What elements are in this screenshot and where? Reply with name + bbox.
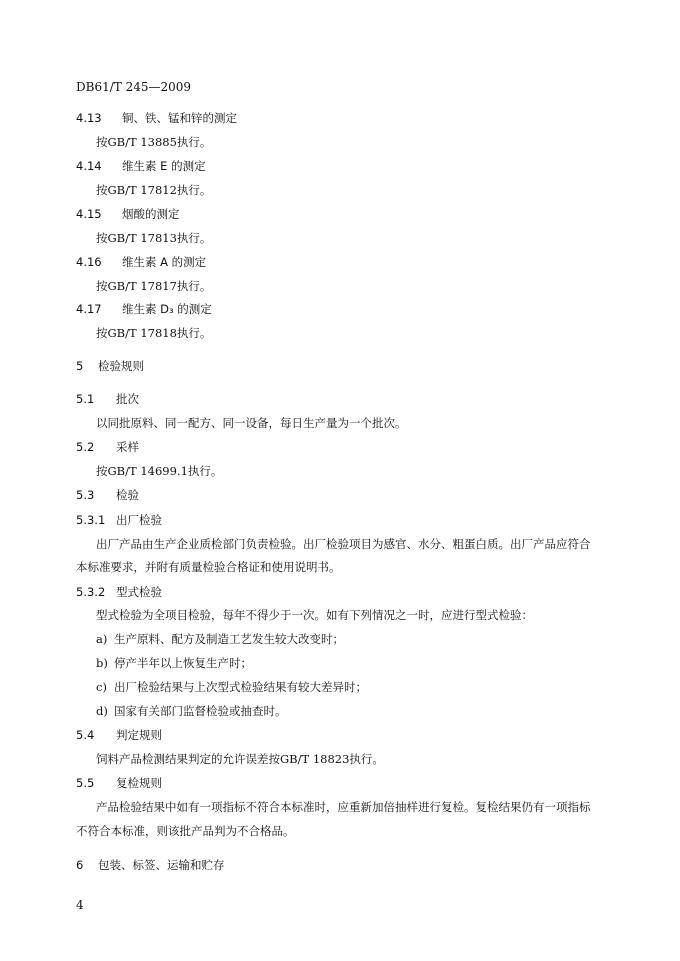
list-item-text: 生产原料、配方及制造工艺发生较大改变时；	[114, 632, 344, 646]
section-heading-5-5	[76, 775, 162, 791]
section-number: 5.3.2	[76, 585, 106, 599]
section-body-5-3-2: 型式检验为全项目检验，每年不得少于一次。如有下列情况之一时，应进行型式检验：	[96, 608, 533, 622]
section-title: 采样	[116, 440, 139, 454]
section-title: 判定规则	[116, 728, 162, 742]
section-number: 4.14	[76, 159, 102, 173]
section-number: 5.3.1	[76, 513, 106, 527]
section-body-5-3-1-line1: 出厂产品由生产企业质检部门负责检验。出厂检验项目为感官、水分、粗蛋白质。出厂产品应符合	[96, 537, 591, 551]
chapter-title: 包装、标签、运输和贮存	[98, 858, 225, 872]
list-item-c	[96, 679, 367, 695]
section-title: 型式检验	[116, 585, 162, 599]
list-marker: a)	[96, 632, 108, 646]
section-title: 检验	[116, 488, 139, 502]
list-marker: c)	[96, 680, 107, 694]
section-number: 5.1	[76, 392, 95, 406]
section-body-4-16: 按GB/T 17817执行。	[96, 279, 212, 293]
section-heading-4-14	[76, 158, 206, 174]
section-number: 4.16	[76, 255, 102, 269]
section-heading-4-16	[76, 254, 206, 270]
section-heading-5-4	[76, 727, 162, 743]
list-item-a	[96, 631, 344, 647]
section-title: 复检规则	[116, 776, 162, 790]
section-number: 5.3	[76, 488, 95, 502]
section-title: 维生素 E 的测定	[122, 159, 206, 173]
list-item-text: 停产半年以上恢复生产时；	[114, 656, 252, 670]
section-body-4-17: 按GB/T 17818执行。	[96, 326, 212, 340]
chapter-number: 6	[76, 858, 84, 872]
list-item-text: 出厂检验结果与上次型式检验结果有较大差异时；	[114, 680, 367, 694]
section-number: 5.4	[76, 728, 95, 742]
section-heading-4-17	[76, 301, 212, 317]
list-item-d	[96, 703, 287, 719]
section-title: 批次	[116, 392, 139, 406]
chapter-title: 检验规则	[98, 359, 144, 373]
section-title: 出厂检验	[116, 513, 162, 527]
section-number: 4.17	[76, 302, 102, 316]
standard-code: DB61/T 245—2009	[76, 80, 192, 94]
section-body-5-4: 饲料产品检测结果判定的允许误差按GB/T 18823执行。	[96, 752, 384, 766]
section-title: 维生素 D₃ 的测定	[122, 302, 212, 316]
list-marker: b)	[96, 656, 108, 670]
section-title: 烟酸的测定	[122, 207, 180, 221]
section-heading-5-3-1	[76, 512, 162, 528]
section-number: 4.13	[76, 111, 102, 125]
chapter-heading-5	[76, 358, 144, 374]
section-heading-5-3	[76, 487, 139, 503]
list-marker: d)	[96, 704, 108, 718]
section-title: 维生素 A 的测定	[122, 255, 207, 269]
section-body-5-5-line1: 产品检验结果中如有一项指标不符合本标准时，应重新加倍抽样进行复检。复检结果仍有一项指标	[96, 800, 591, 814]
section-title: 铜、铁、锰和锌的测定	[122, 111, 237, 125]
section-body-4-15: 按GB/T 17813执行。	[96, 231, 212, 245]
section-body-5-5-line2: 不符合本标准，则该批产品判为不合格品。	[76, 824, 295, 838]
section-heading-4-13	[76, 110, 237, 126]
section-body-5-3-1-line2: 本标准要求，并附有质量检验合格证和使用说明书。	[76, 560, 341, 574]
section-number: 5.5	[76, 776, 95, 790]
section-heading-5-2	[76, 439, 139, 455]
section-heading-5-1	[76, 391, 139, 407]
section-body-5-2: 按GB/T 14699.1执行。	[96, 464, 223, 478]
section-body-4-14: 按GB/T 17812执行。	[96, 183, 212, 197]
chapter-number: 5	[76, 359, 84, 373]
section-heading-4-15	[76, 206, 180, 222]
section-number: 4.15	[76, 207, 102, 221]
list-item-text: 国家有关部门监督检验或抽查时。	[114, 704, 287, 718]
list-item-b	[96, 655, 252, 671]
section-number: 5.2	[76, 440, 95, 454]
section-body-5-1: 以同批原料、同一配方、同一设备，每日生产量为一个批次。	[96, 416, 407, 430]
chapter-heading-6	[76, 857, 225, 873]
page-number: 4	[76, 898, 84, 912]
section-heading-5-3-2	[76, 584, 162, 600]
section-body-4-13: 按GB/T 13885执行。	[96, 135, 212, 149]
